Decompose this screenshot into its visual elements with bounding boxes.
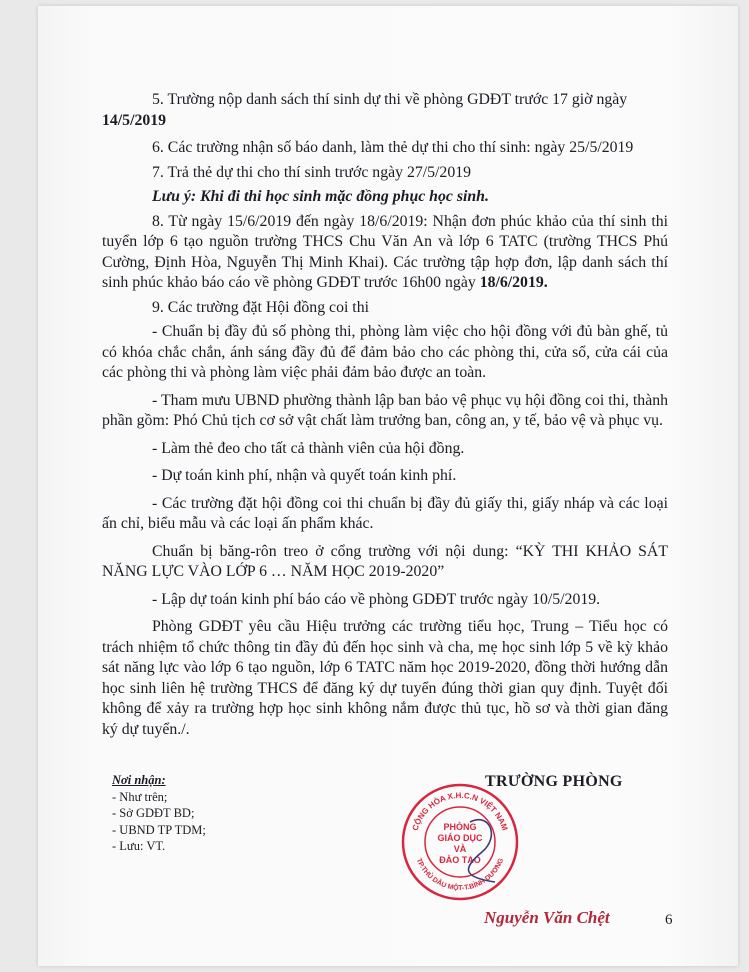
recipient-item: - Sở GDĐT BD; [112, 806, 195, 820]
document-body [102, 90, 668, 740]
bullet-4: - Dự toán kinh phí, nhận và quyết toán kinh phí. [152, 467, 457, 484]
recipients-block [112, 772, 206, 855]
stamp-text-top: CỘNG HÒA X.H.C.N VIỆT NAM [410, 790, 510, 832]
stamp-line: GIÁO DỤC [437, 833, 483, 843]
bullet-6: Chuẩn bị băng-rôn treo ở cổng trường với nội dung: “KỲ THI KHẢO SÁT NĂNG LỰC VÀO LỚP 6 … NĂM HỌC 2019-2020” [102, 542, 668, 580]
bullet-7: - Lập dự toán kinh phí báo cáo về phòng GDĐT trước ngày 10/5/2019. [152, 590, 601, 608]
recipient-item: - Lưu: VT. [112, 839, 166, 853]
recipient-item: - UBND TP TDM; [112, 822, 206, 837]
item-5: 5. Trường nộp danh sách thí sinh dự thi về phòng GDĐT trước 17 giờ ngày 14/5/2019 [102, 91, 628, 129]
bullet-3: - Làm thẻ đeo cho tất cả thành viên của hội đồng. [152, 439, 465, 457]
bullet-5: - Các trường đặt hội đồng coi thi chuẩn bị đầy đủ giấy thi, giấy nháp và các loại ấn chỉ, biểu mẫu và các loại ấn phẩm khác. [102, 494, 668, 532]
official-stamp [400, 782, 520, 902]
item-8: 8. Từ ngày 15/6/2019 đến ngày 18/6/2019: Nhận đơn phúc khảo của thí sinh thi tuyển lớp 6 tạo nguồn trường THCS Chu Văn An và lớp 6 TATC (trường THCS Phú Cường, Định Hòa, Nguyễn Thị Minh Khai). Các trường tập hợp đơn, lập danh sách thí sinh phúc khảo báo cáo về phòng GDĐT trước 16h00 ngày 18/6/2019. [102, 212, 668, 291]
stamp-text-bottom: TP.THỦ DẦU MỘT-T.BÌNH DƯƠNG [414, 857, 506, 893]
signer-role: TRƯỜNG PHÒNG [485, 773, 623, 790]
stamp-line: ĐÀO TẠO [439, 855, 481, 865]
recipient-item: - Như trên; [112, 789, 168, 804]
recipients-title: Nơi nhận: [112, 773, 166, 787]
page-number: 6 [665, 912, 673, 928]
item-6: 6. Các trường nhận số báo danh, làm thẻ dự thi cho thí sinh: ngày 25/5/2019 [152, 139, 634, 156]
bullet-1: - Chuẩn bị đầy đủ số phòng thi, phòng làm việc cho hội đồng với đủ bàn ghế, tủ có khóa chắc chắn, ánh sáng đầy đủ để đảm bảo cho các phòng thi, cửa sổ, cửa cái của các phòng thi và phòng làm việc phải đảm bảo được an toàn. [102, 323, 668, 381]
item-9: 9. Các trường đặt Hội đồng coi thi [152, 298, 369, 316]
item-7: 7. Trả thẻ dự thi cho thí sinh trước ngày 27/5/2019 [152, 163, 472, 181]
note: Lưu ý: Khi đi thi học sinh mặc đồng phục học sinh. [152, 188, 489, 205]
bullet-2: - Tham mưu UBND phường thành lập ban bảo vệ phục vụ hội đồng coi thi, thành phần gồm: Phó Chủ tịch cơ sở vật chất làm trưởng ban, công an, y tế, bảo vệ và phục vụ. [102, 391, 668, 429]
stamp-line: VÀ [453, 844, 467, 854]
signer-name: Nguyễn Văn Chệt [484, 908, 610, 927]
closing-paragraph: Phòng GDĐT yêu cầu Hiệu trưởng các trường tiểu học, Trung – Tiểu học có trách nhiệm tổ chức thông tin đầy đủ đến học sinh và cha, mẹ học sinh lớp 5 về kỳ khảo sát năng lực vào lớp 6 tạo nguồn, lớp 6 TATC năm học 2019-2020, đồng thời hướng dẫn học sinh liên hệ trường THCS để đăng ký dự tuyển đúng thời gian quy định. Tuyệt đối không để xảy ra trường hợp học sinh không nắm được thủ tục, hồ sơ và thời gian đăng ký dự tuyển./. [102, 618, 668, 738]
stamp-line: PHÒNG [443, 822, 477, 832]
